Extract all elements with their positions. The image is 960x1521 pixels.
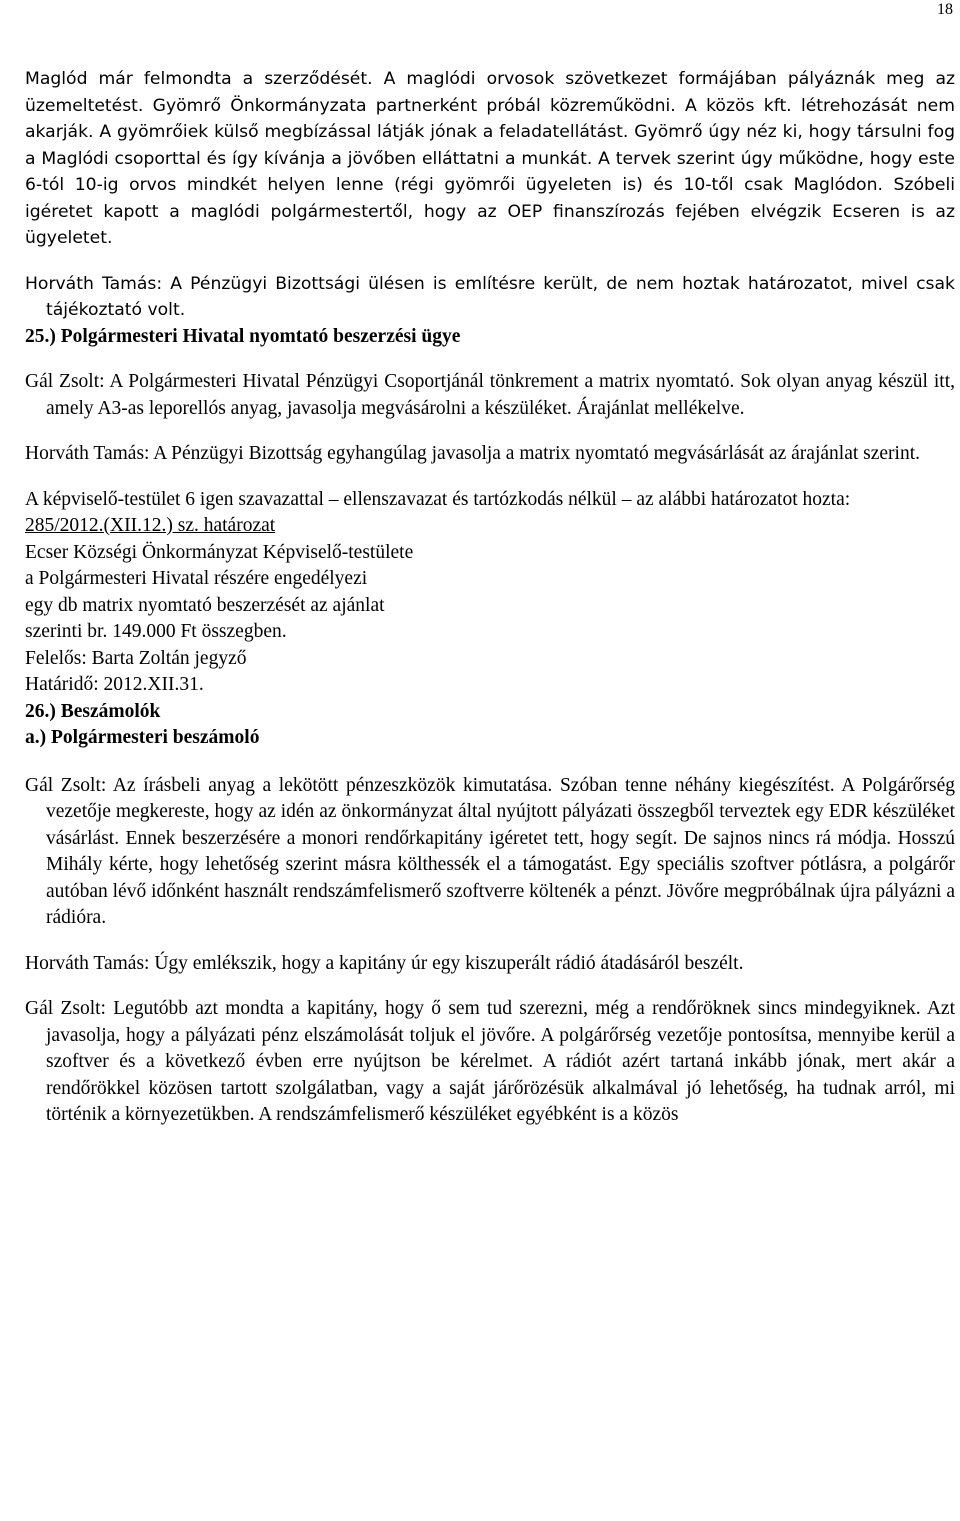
resolution-deadline: Határidő: 2012.XII.31. bbox=[25, 674, 204, 695]
resolution-line: Ecser Községi Önkormányzat Képviselő-testülete bbox=[25, 541, 414, 563]
resolution-responsible: Felelős: Barta Zoltán jegyző bbox=[25, 647, 247, 669]
resolution-line: szerinti br. 149.000 Ft összegben. bbox=[25, 621, 287, 642]
paragraph-horvath-nyomtato: Horváth Tamás: A Pénzügyi Bizottság egyhangúlag javasolja a matrix nyomtató megvásárlását az árajánlat szerint. bbox=[25, 443, 921, 464]
document-page bbox=[25, 66, 955, 1129]
resolution-block bbox=[25, 513, 955, 699]
page-number: 18 bbox=[937, 1, 953, 18]
paragraph-horvath-radio: Horváth Tamás: Úgy emlékszik, hogy a kapitány úr egy kiszuperált rádió átadásáról beszélt. bbox=[25, 952, 744, 974]
paragraph-gal-beszamolo: Gál Zsolt: Az írásbeli anyag a lekötött pénzeszközök kimutatása. Szóban tenne néhány kiegészítést. A Polgárőrség vezetője megkereste, hogy az idén az önkormányzat által nyújtott pályázati összegből terveztek egy EDR készüléket vásárlást. Ennek beszerzésére a monori rendőrkapitány igéretet tett, hogy segít. De sajnos nincs rá módja. Hosszú Mihály kérte, hogy lehetőség szerint másra költhessék el a támogatást. Egy speciális szoftver pótlásra, a polgárőr autóban lévő időnként használt rendszámfelismerő szoftverre költenék a pénzt. Jövőre megpróbálnak újra pályázni a rádióra. bbox=[25, 774, 955, 928]
section-heading-26a: a.) Polgármesteri beszámoló bbox=[25, 727, 260, 748]
resolution-line: a Polgármesteri Hivatal részére engedélyezi bbox=[25, 568, 368, 589]
section-heading-25: 25.) Polgármesteri Hivatal nyomtató beszerzési ügye bbox=[25, 325, 461, 347]
paragraph-maglod-ugyelet: Maglód már felmondta a szerződését. A maglódi orvosok szövetkezet formájában pályáznák meg az üzemeltetést. Gyömrő Önkormányzata partnerként próbál közreműködni. A közös kft. létrehozását nem akarják. A gyömrőiek külső megbízással látják jónak a feladatellátást. Gyömrő úgy néz ki, hogy társulni fog a Maglódi csoporttal és így kívánja a jövőben elláttatni a munkát. A tervek szerint úgy működne, hogy este 6-tól 10-ig orvos mindkét helyen lenne (régi gyömrői ügyeleten is) és 10-től csak Maglódon. Szóbeli igéretet kapott a maglódi polgármestertől, hogy az OEP finanszírozás fejében elvégzik Ecseren is az ügyeletet. bbox=[25, 69, 955, 248]
resolution-id: 285/2012.(XII.12.) sz. határozat bbox=[25, 515, 276, 536]
section-heading-26: 26.) Beszámolók bbox=[25, 700, 161, 722]
paragraph-gal-kapitany: Gál Zsolt: Legutóbb azt mondta a kapitány, hogy ő sem tud szerezni, még a rendőröknek sincs mindegyiknek. Azt javasolja, hogy a pályázati pénz elszámolását toljuk el jövőre. A polgárőrség vezetője pontosítsa, mennyibe kerül a szoftver és a következő évben erre nyújtson be kérelmet. A rádiót azért tartaná inkább jónak, mert akár a rendőrökkel közösen tartott szolgálatban, vagy a saját járőrözésük alkalmával jó lehetőség, ha tudnak arról, mi történik a környezetükben. A rendszámfelismerő készüléket egyébként is a közös bbox=[25, 998, 955, 1125]
paragraph-gal-nyomtato: Gál Zsolt: A Polgármesteri Hivatal Pénzügyi Csoportjánál tönkrement a matrix nyomtató. Sok olyan anyag készül itt, amely A3-as leporellós anyag, javasolja megvásárolni a készüléket. Árajánlat mellékelve. bbox=[25, 371, 955, 419]
resolution-line: egy db matrix nyomtató beszerzését az ajánlat bbox=[25, 594, 385, 616]
paragraph-horvath-bizottsag: Horváth Tamás: A Pénzügyi Bizottsági ülésen is említésre került, de nem hoztak határozatot, mivel csak tájékoztató volt. bbox=[25, 273, 955, 320]
paragraph-szavazas: A képviselő-testület 6 igen szavazattal – ellenszavazat és tartózkodás nélkül – az alábbi határozatot hozta: bbox=[25, 488, 851, 510]
